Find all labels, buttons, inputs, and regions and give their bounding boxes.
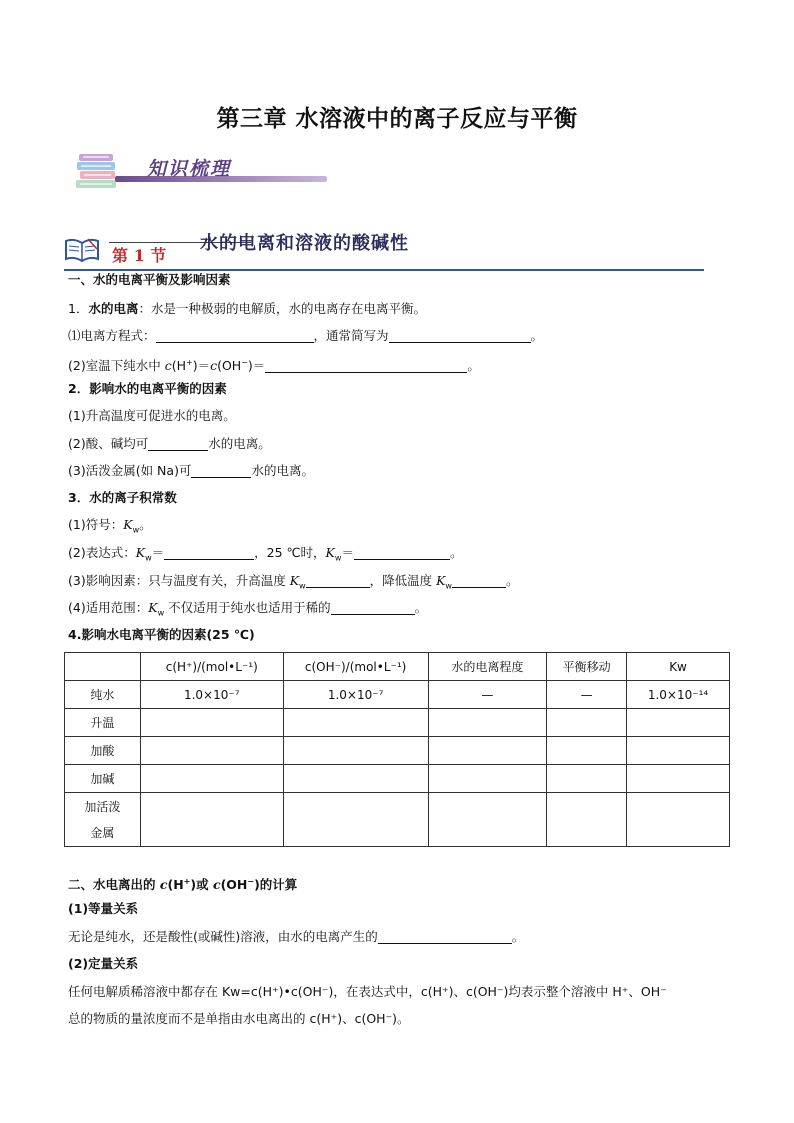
table-cell[interactable] (627, 765, 730, 793)
table-cell[interactable] (140, 765, 283, 793)
table-row (65, 737, 730, 765)
table-cell[interactable] (627, 737, 730, 765)
row-label: 加酸 (65, 737, 141, 765)
table-header: 平衡移动 (547, 653, 627, 681)
para-kw-scope: (4)适用范围：$K_w$ 不仅适用于纯水也适用于稀的 。 (68, 600, 428, 618)
answer-blank[interactable] (378, 929, 512, 944)
table-cell: 1.0×10⁻⁷ (140, 681, 283, 709)
answer-blank[interactable] (148, 436, 208, 451)
table-cell[interactable] (627, 709, 730, 737)
para-temperature: (1)升高温度可促进水的电离。 (68, 408, 236, 423)
table-cell[interactable] (547, 737, 627, 765)
heading-quantitative-relation: (2)定量关系 (68, 956, 139, 971)
table-cell[interactable] (428, 709, 547, 737)
table-cell[interactable] (428, 793, 547, 847)
answer-blank[interactable] (331, 600, 415, 615)
banner-label: 知识梳理 (147, 158, 232, 180)
heading-2: 2．影响水的电离平衡的因素 (68, 381, 227, 396)
table-header: c(OH⁻)/(mol•L⁻¹) (283, 653, 428, 681)
books-icon (75, 150, 121, 190)
answer-blank[interactable] (354, 545, 450, 560)
para-quantitative-1: 任何电解质稀溶液中都存在 Kw=c(H⁺)•c(OH⁻)，在表达式中，c(H⁺)、c(OH⁻)均表示整个溶液中 H⁺、OH⁻ (68, 984, 667, 999)
para-ionization-equation: ⑴电离方程式： ，通常简写为 。 (68, 328, 544, 343)
para-kw-factors: (3)影响因素：只与温度有关，升高温度 $K_w$ ，降低温度 $K_w$ 。 (68, 573, 519, 591)
heading-3: 3．水的离子积常数 (68, 490, 177, 505)
ionization-table (64, 652, 730, 847)
para-active-metal: (3)活泼金属(如 Na)可 水的电离。 (68, 463, 314, 478)
table-cell[interactable] (547, 793, 627, 847)
table-row (65, 681, 730, 709)
heading-1: 一、水的电离平衡及影响因素 (68, 272, 231, 287)
para-water-ionization: 1．水的电离：水是一种极弱的电解质，水的电离存在电离平衡。 (68, 301, 426, 316)
table-row (65, 709, 730, 737)
answer-blank[interactable] (452, 573, 506, 588)
para-acid-base: (2)酸、碱均可 水的电离。 (68, 436, 271, 451)
para-kw-expression: (2)表达式：$K_w=$ ，25 ℃时，$K_w=$ 。 (68, 545, 463, 563)
table-header: Kw (627, 653, 730, 681)
table-cell[interactable] (283, 793, 428, 847)
heading-equal-relation: (1)等量关系 (68, 901, 139, 916)
section-header (64, 225, 704, 275)
answer-blank[interactable] (191, 463, 251, 478)
table-cell[interactable] (428, 737, 547, 765)
table-cell: 1.0×10⁻¹⁴ (627, 681, 730, 709)
table-cell[interactable] (547, 709, 627, 737)
table-header-row (65, 653, 730, 681)
row-label: 加活泼 金属 (65, 793, 141, 847)
para-kw-symbol: (1)符号：$K_w$。 (68, 517, 152, 535)
table-cell[interactable] (283, 737, 428, 765)
table-header (65, 653, 141, 681)
chapter-title: 第三章 水溶液中的离子反应与平衡 (216, 106, 578, 132)
answer-blank[interactable] (164, 545, 254, 560)
open-book-icon (64, 237, 100, 263)
section-number: 第 1 节 (112, 246, 167, 265)
para-pure-water-concentration: (2)室温下纯水中 c(H+)＝c(OH−)＝ 。 (68, 358, 480, 374)
section-title: 水的电离和溶液的酸碱性 (200, 233, 409, 254)
answer-blank[interactable] (389, 328, 531, 343)
table-cell: — (547, 681, 627, 709)
para-equal-relation: 无论是纯水，还是酸性(或碱性)溶液，由水的电离产生的 。 (68, 929, 525, 944)
row-label: 纯水 (65, 681, 141, 709)
table-cell[interactable] (283, 709, 428, 737)
answer-blank[interactable] (306, 573, 370, 588)
heading-4: 4.影响水电离平衡的因素(25 ℃) (68, 627, 255, 642)
table-cell[interactable] (428, 765, 547, 793)
row-label: 加碱 (65, 765, 141, 793)
table-cell: 1.0×10⁻⁷ (283, 681, 428, 709)
table-header: 水的电离程度 (428, 653, 547, 681)
table-cell[interactable] (140, 737, 283, 765)
heading-5: 二、水电离出的 c(H+)或 c(OH−)的计算 (68, 877, 298, 893)
table-cell: — (428, 681, 547, 709)
answer-blank[interactable] (156, 328, 314, 343)
table-cell[interactable] (283, 765, 428, 793)
table-row (65, 765, 730, 793)
table-row (65, 793, 730, 847)
table-cell[interactable] (547, 765, 627, 793)
table-header: c(H⁺)/(mol•L⁻¹) (140, 653, 283, 681)
knowledge-banner (75, 146, 275, 194)
para-quantitative-2: 总的物质的量浓度而不是单指由水电离出的 c(H⁺)、c(OH⁻)。 (68, 1011, 410, 1026)
table-cell[interactable] (140, 709, 283, 737)
table-cell[interactable] (140, 793, 283, 847)
row-label: 升温 (65, 709, 141, 737)
table-cell[interactable] (627, 793, 730, 847)
answer-blank[interactable] (265, 358, 467, 373)
